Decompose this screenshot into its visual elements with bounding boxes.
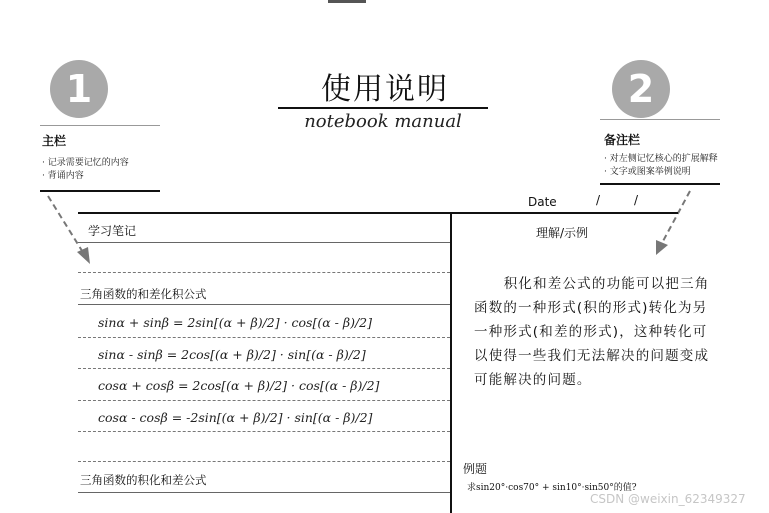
top-edge-mark	[328, 0, 366, 3]
date-label: Date	[528, 195, 557, 209]
example-question: 求sin20°·cos70° + sin10°·sin50°的值?	[467, 483, 637, 493]
right-arrow-icon	[640, 185, 700, 260]
column-divider	[450, 213, 452, 513]
dotted-rule	[78, 461, 450, 462]
left-note-bullet-1: · 记录需要记忆的内容	[42, 158, 129, 168]
number-badge-1	[50, 60, 108, 118]
date-separator-1: /	[596, 193, 601, 207]
page-subtitle: notebook manual	[304, 111, 462, 132]
left-note-title: 主栏	[42, 134, 67, 148]
dotted-rule	[78, 368, 450, 369]
left-note-bullet-2: · 背诵内容	[42, 171, 84, 181]
watermark: CSDN @weixin_62349327	[590, 492, 746, 506]
left-note-top-rule	[40, 125, 160, 126]
right-note-bullet-1: · 对左侧记忆核心的扩展解释	[604, 154, 718, 164]
main-top-rule	[78, 212, 678, 214]
right-note-top-rule	[600, 119, 720, 120]
dotted-rule	[78, 431, 450, 432]
dotted-rule	[78, 272, 450, 273]
left-column-header: 学习笔记	[88, 224, 137, 238]
right-note-title: 备注栏	[604, 133, 641, 147]
section1-rule	[78, 304, 450, 305]
right-note-bullet-2: · 文字或图案举例说明	[604, 167, 691, 177]
formula-difference-of-sines: sinα - sinβ = 2cos[(α + β)/2] · sin[(α - β)/2]	[98, 347, 366, 362]
explanation-text: 积化和差公式的功能可以把三角函数的一种形式(积的形式)转化为另一种形式(和差的形式)，这种转化可以使得一些我们无法解决的问题变成可能解决的问题。	[474, 276, 710, 388]
notes-header-rule	[78, 242, 450, 243]
formula-sum-of-cosines: cosα + cosβ = 2cos[(α + β)/2] · cos[(α - β)/2]	[98, 378, 380, 393]
example-title: 例题	[463, 462, 488, 476]
page-title: 使用说明	[321, 72, 449, 107]
number-badge-2	[612, 60, 670, 118]
dotted-rule	[78, 400, 450, 401]
formula-difference-of-cosines: cosα - cosβ = -2sin[(α + β)/2] · sin[(α - β)/2]	[98, 410, 373, 425]
badge-1-number: 1	[65, 67, 93, 111]
badge-2-number: 2	[627, 67, 655, 111]
dotted-rule	[78, 337, 450, 338]
formula-sum-of-sines: sinα + sinβ = 2sin[(α + β)/2] · cos[(α - β)/2]	[98, 315, 372, 330]
right-column-header: 理解/示例	[536, 226, 589, 240]
title-underline	[278, 107, 488, 109]
date-separator-2: /	[634, 193, 639, 207]
section1-title: 三角函数的和差化积公式	[80, 287, 207, 301]
section2-title: 三角函数的积化和差公式	[80, 473, 207, 487]
section2-rule	[78, 492, 450, 493]
